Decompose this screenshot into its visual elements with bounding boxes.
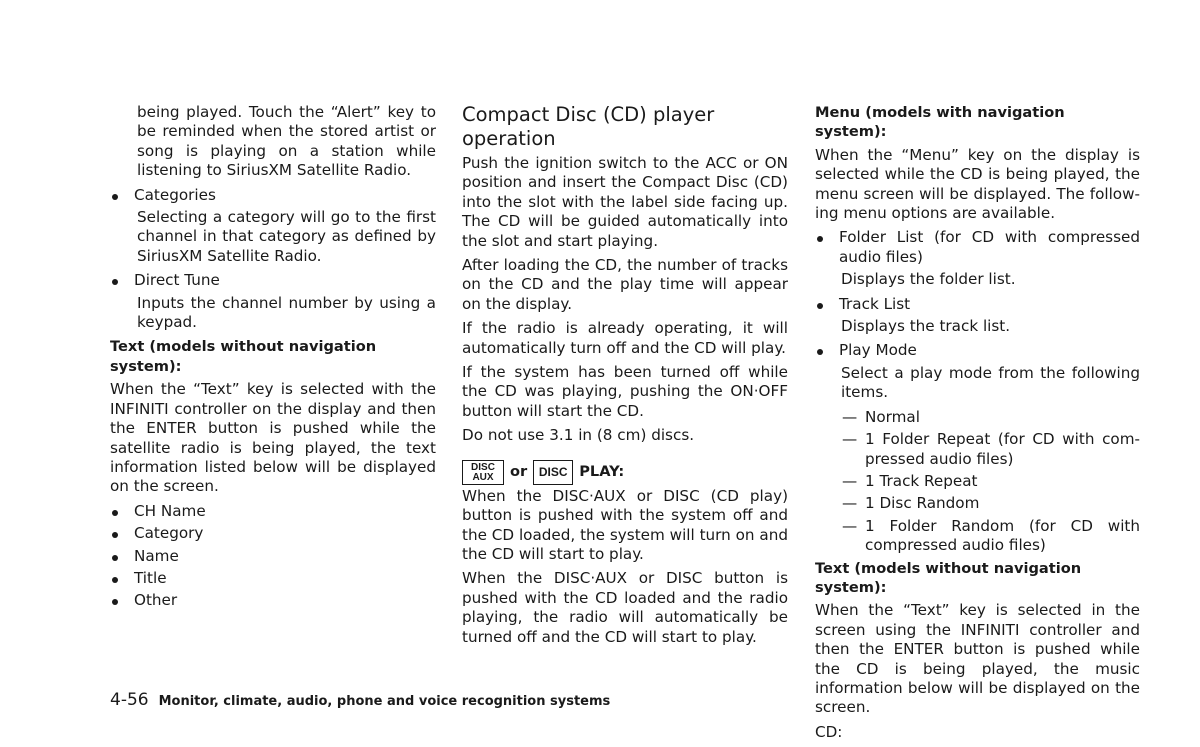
bullet-categories: Categories [110, 186, 436, 205]
mode-item: — Normal [842, 407, 920, 426]
disc-aux-key-icon [462, 460, 504, 485]
mode-item: — 1 Folder Repeat (for CD with com-pressed audio files) [842, 430, 1140, 468]
menu-heading: Menu (models with navigation system): [815, 104, 1065, 141]
mode-label: 1 Folder Random (for CD with compressed audio files) [865, 516, 1140, 555]
section-title: Compact Disc (CD) player operation [462, 103, 715, 150]
direct-tune-description: Inputs the channel number by using a keypad. [137, 293, 436, 332]
key-label-line: DISC [471, 461, 495, 473]
or-text: or [510, 463, 528, 481]
middle-column [462, 103, 788, 652]
page-footer [110, 690, 610, 710]
folder-list-description: Displays the folder list. [841, 270, 1016, 289]
disc-key-icon: DISC [533, 460, 573, 485]
list-item: Name [110, 547, 436, 566]
mode-item: — 1 Folder Random (for CD with compressed audio files) [842, 516, 1140, 555]
paragraph: When the DISC·AUX or DISC button is pushed with the CD loaded and the radio playing, the radio will automatically be turned off and the CD will start to play. [462, 569, 788, 646]
mode-label: 1 Disc Random [865, 494, 980, 513]
left-column [110, 103, 436, 614]
mode-label: Normal [865, 407, 920, 426]
right-column [815, 103, 1140, 747]
bullet-track-list: Track List [815, 295, 1140, 314]
list-item: Title [110, 569, 436, 588]
bullet-folder-list: Folder List (for CD with compressed audio files) [815, 228, 1140, 267]
track-list-description: Displays the track list. [841, 317, 1011, 336]
page-number: 4-56 [110, 690, 149, 710]
key-heading [462, 460, 788, 485]
key-label-line: AUX [472, 471, 494, 483]
list-item: CH Name [110, 502, 436, 521]
menu-description: When the “Menu” key on the display is selected while the CD is being played, the menu screen will be displayed. The follow-ing menu options are available. [815, 145, 1140, 223]
list-item: Category [110, 524, 436, 543]
bullet-direct-tune: Direct Tune [110, 271, 436, 290]
bullet-play-mode: Play Mode [815, 341, 1140, 360]
text-heading: Text (models without navigation system): [110, 338, 377, 375]
paragraph: Push the ignition switch to the ACC or ON position and insert the Compact Disc (CD) into the slot with the label side facing up. The CD will be guided automatically into the slot and start playing. [462, 154, 788, 250]
cd-label: CD: [815, 722, 843, 741]
paragraph: If the system has been turned off while the CD was playing, pushing the ON·OFF button will start the CD. [462, 363, 788, 420]
paragraph: If the radio is already operating, it will automatically turn off and the CD will play. [462, 319, 788, 357]
mode-label: 1 Folder Repeat (for CD with com-pressed audio files) [865, 430, 1140, 468]
mode-label: 1 Track Repeat [865, 471, 978, 490]
paragraph: When the DISC·AUX or DISC (CD play) button is pushed with the system off and the CD loaded, the system will turn on and the CD will start to play. [462, 486, 788, 563]
play-text: PLAY: [579, 463, 625, 481]
list-item: Other [110, 591, 436, 610]
section-footer-title: Monitor, climate, audio, phone and voice recognition systems [158, 694, 611, 709]
play-mode-description: Select a play mode from the following items. [841, 363, 1140, 402]
text-heading: Text (models without navigation system): [815, 559, 1082, 596]
paragraph: Do not use 3.1 in (8 cm) discs. [462, 426, 695, 445]
mode-item: — 1 Track Repeat [842, 471, 978, 490]
text-description: When the “Text” key is selected in the screen using the INFINITI controller and then the ENTER button is pushed while the CD is being played, the music information below will be displayed on the screen. [815, 601, 1140, 717]
paragraph: After loading the CD, the number of tracks on the CD and the play time will appear on the display. [462, 256, 788, 313]
alert-continuation: being played. Touch the “Alert” key to be reminded when the stored artist or song is playing on a station while listening to SiriusXM Satellite Radio. [137, 103, 436, 180]
mode-item: — 1 Disc Random [842, 494, 980, 513]
categories-description: Selecting a category will go to the first channel in that category as defined by SiriusXM Satellite Radio. [137, 208, 436, 265]
text-description: When the “Text” key is selected with the INFINITI controller on the display and then the ENTER button is pushed while the satellite radio is being played, the text information listed below will be displayed on the screen. [110, 380, 436, 496]
